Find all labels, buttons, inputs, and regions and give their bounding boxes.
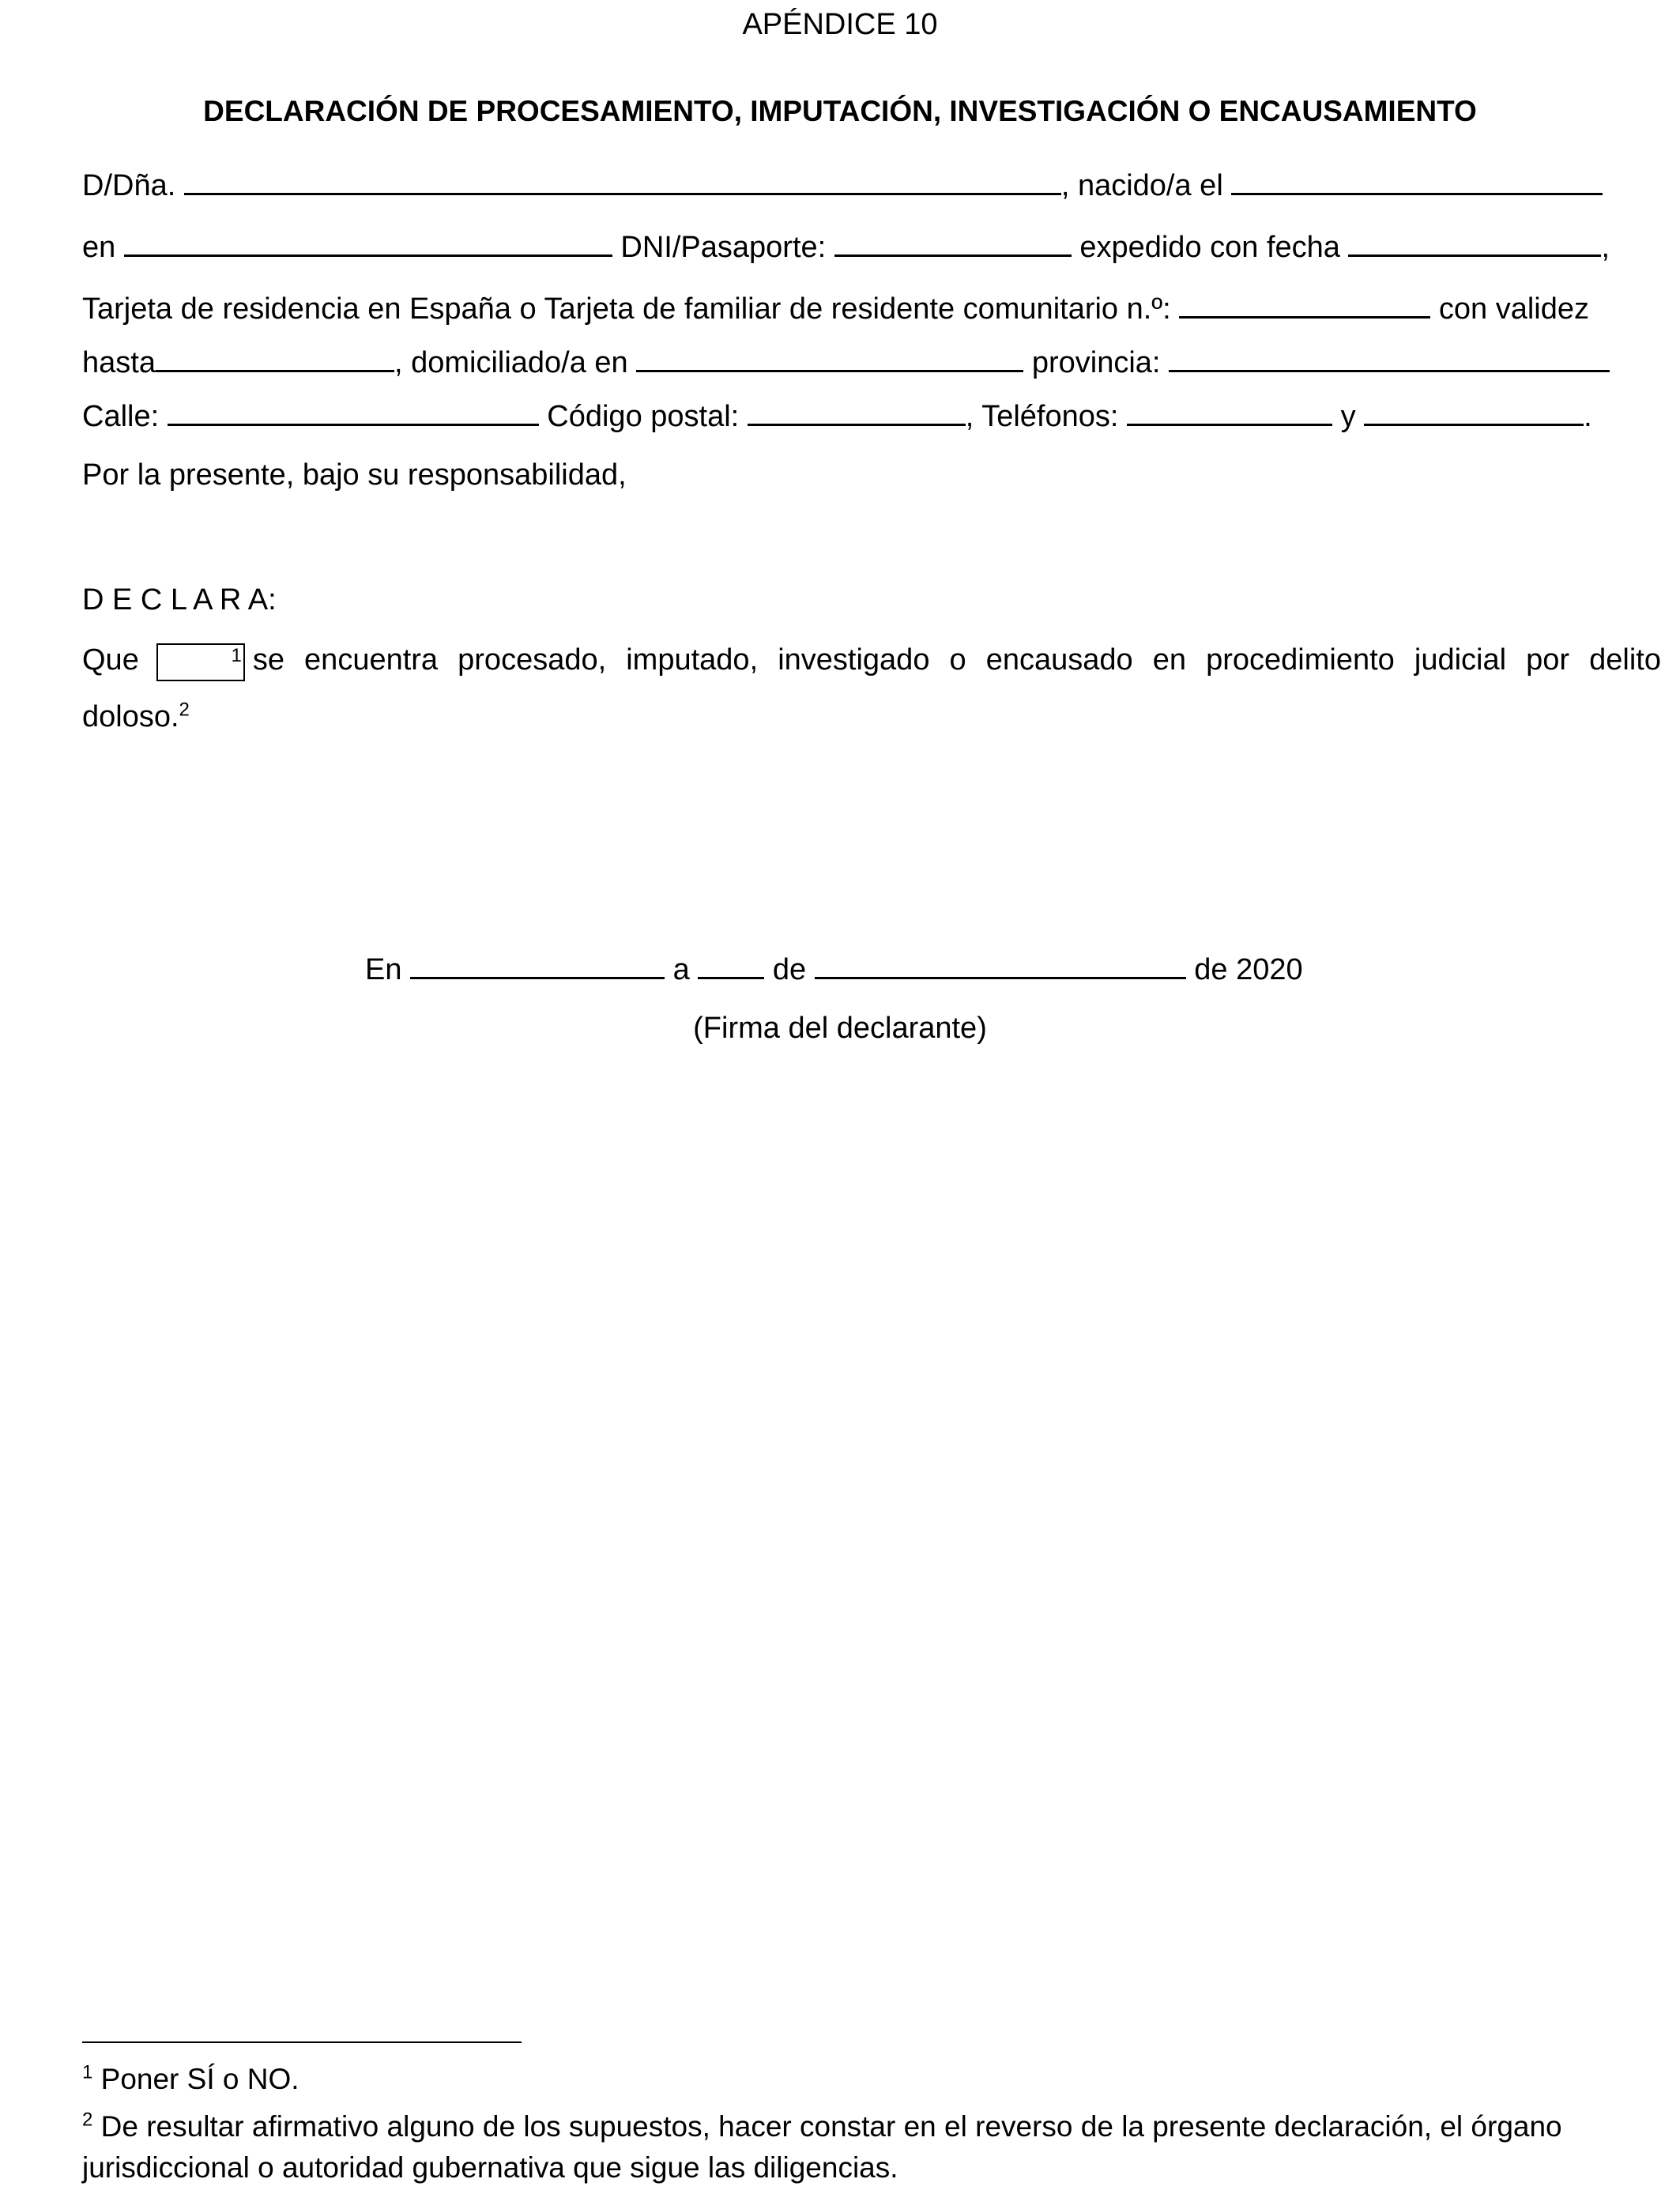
signature-date-line bbox=[365, 950, 1303, 987]
province-field[interactable] bbox=[1169, 343, 1610, 372]
footnote-2-text: De resultar afirmativo alguno de los supuestos, hacer constar en el reverso de la presente declaración, el órgano bbox=[100, 2110, 1562, 2143]
province-label: provincia: bbox=[1031, 346, 1161, 379]
domicile-label: , domiciliado/a en bbox=[394, 346, 628, 379]
que-label: Que bbox=[82, 643, 139, 677]
and-label: y bbox=[1340, 400, 1356, 433]
footnote-1 bbox=[82, 2063, 299, 2096]
birthplace-field[interactable] bbox=[124, 228, 612, 257]
name-label: D/Dña. bbox=[82, 169, 176, 202]
answer-box[interactable]: 1 bbox=[156, 643, 245, 681]
postal-label: Código postal: bbox=[547, 400, 740, 433]
in-label: en bbox=[82, 231, 116, 264]
form-line-domicile bbox=[82, 343, 1610, 380]
card-number-field[interactable] bbox=[1179, 289, 1430, 319]
place-label: En bbox=[365, 953, 402, 986]
birth-date-field[interactable] bbox=[1231, 166, 1603, 195]
place-field[interactable] bbox=[410, 950, 665, 979]
form-line-birthplace bbox=[82, 228, 1610, 265]
footnote-2 bbox=[82, 2110, 1562, 2143]
card-label: Tarjeta de residencia en España o Tarjeta de familiar de residente comunitario n.º: bbox=[82, 292, 1171, 326]
phone-2-field[interactable] bbox=[1364, 397, 1584, 426]
valid-until-field[interactable] bbox=[156, 343, 394, 372]
phones-label: , Teléfonos: bbox=[965, 400, 1119, 433]
footnote-2-continued: jurisdiccional o autoridad gubernativa que sigue las diligencias. bbox=[82, 2151, 898, 2184]
declaration-line-2 bbox=[82, 700, 190, 734]
id-label: DNI/Pasaporte: bbox=[620, 231, 827, 264]
day-field[interactable] bbox=[698, 950, 764, 979]
footnote-1-text: Poner SÍ o NO. bbox=[100, 2063, 299, 2095]
appendix-header: APÉNDICE 10 bbox=[742, 8, 938, 41]
name-field[interactable] bbox=[184, 166, 1061, 195]
footnote-2-number: 2 bbox=[82, 2109, 93, 2131]
signature-caption: (Firma del declarante) bbox=[693, 1012, 987, 1045]
month-label: de bbox=[772, 953, 807, 986]
until-label: hasta bbox=[82, 346, 156, 379]
form-line-name bbox=[82, 166, 1603, 203]
domicile-field[interactable] bbox=[636, 343, 1023, 372]
street-label: Calle: bbox=[82, 400, 160, 433]
born-label: , nacido/a el bbox=[1060, 169, 1223, 202]
postal-code-field[interactable] bbox=[748, 397, 966, 426]
street-field[interactable] bbox=[168, 397, 539, 426]
phone-1-field[interactable] bbox=[1127, 397, 1332, 426]
intro-text: Por la presente, bajo su responsabilidad, bbox=[82, 458, 627, 492]
form-line-address bbox=[82, 397, 1592, 434]
declaration-line bbox=[82, 643, 1661, 681]
month-field[interactable] bbox=[815, 950, 1186, 979]
year-label: de 2020 bbox=[1194, 953, 1303, 986]
declara-heading: D E C L A R A: bbox=[82, 583, 277, 616]
issue-date-field[interactable] bbox=[1348, 228, 1601, 257]
form-line-card bbox=[82, 289, 1589, 326]
footnote-divider bbox=[82, 2041, 522, 2043]
document-title: DECLARACIÓN DE PROCESAMIENTO, IMPUTACIÓN, INVESTIGACIÓN O ENCAUSAMIENTO bbox=[203, 95, 1477, 127]
issued-label: expedido con fecha bbox=[1079, 231, 1340, 264]
id-number-field[interactable] bbox=[834, 228, 1072, 257]
day-label: a bbox=[672, 953, 690, 986]
doloso-text: doloso. bbox=[82, 700, 179, 733]
declaration-text: se encuentra procesado, imputado, investigado o encausado en procedimiento judicial por delito bbox=[252, 643, 1661, 677]
line2-comma: , bbox=[1601, 231, 1610, 264]
footnote-ref-2: 2 bbox=[179, 699, 190, 721]
valid-label: con validez bbox=[1438, 292, 1589, 326]
footnote-1-number: 1 bbox=[82, 2061, 93, 2083]
line5-period: . bbox=[1584, 400, 1592, 433]
